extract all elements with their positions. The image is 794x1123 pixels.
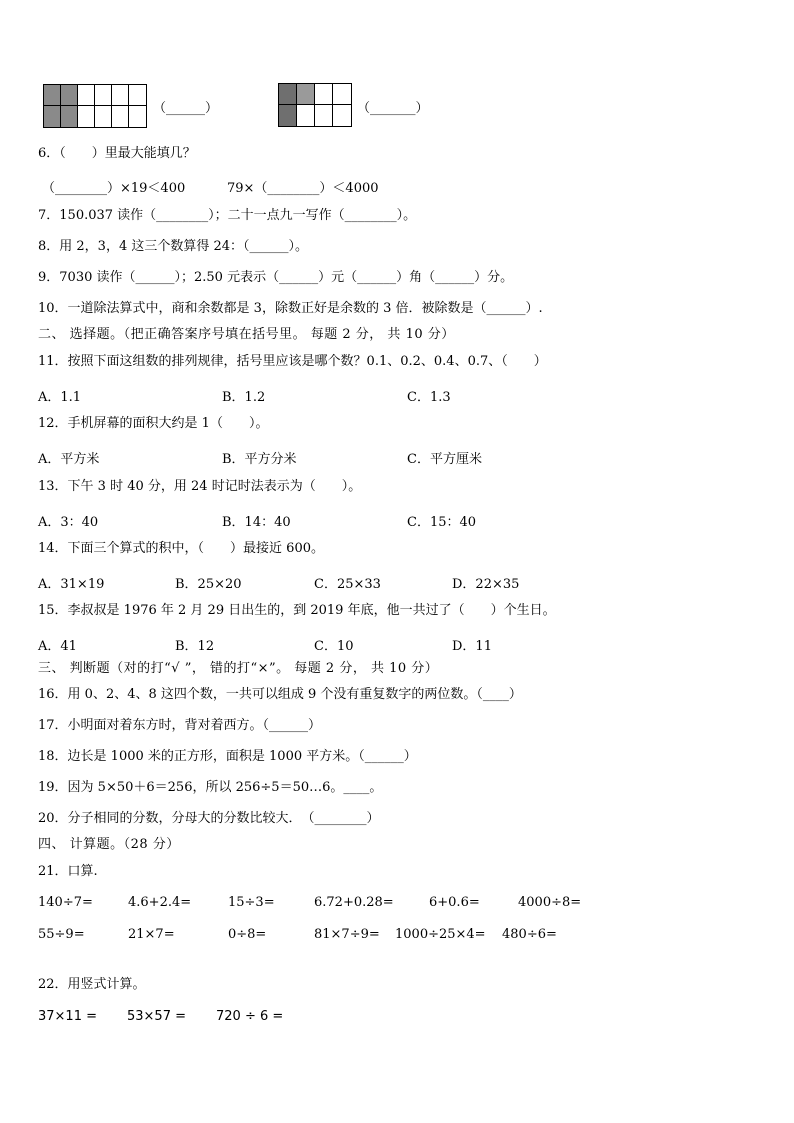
fraction-grid-1: [43, 84, 147, 128]
question-20: 20．分子相同的分数，分母大的分数比较大． （________）: [38, 811, 380, 826]
oral-calc-item: 81×7÷9=: [314, 927, 380, 942]
question-17: 17．小明面对着东方时，背对着西方。（______）: [38, 718, 322, 733]
section-3-heading: 三、 判断题（对的打“√ ”， 错的打“×”。 每题 2 分， 共 10 分）: [38, 661, 439, 676]
q14-option-a[interactable]: A．31×19: [38, 577, 105, 592]
grid-blank-1[interactable]: （______）: [153, 101, 219, 116]
oral-calc-item: 15÷3=: [228, 895, 275, 910]
oral-calc-item: 6.72+0.28=: [314, 895, 394, 910]
question-6-blank-b[interactable]: 79×（________）＜4000: [227, 181, 379, 196]
q15-option-c[interactable]: C．10: [314, 639, 354, 654]
fraction-grid-2: [278, 83, 352, 127]
q13-option-c[interactable]: C．15：40: [407, 515, 477, 530]
q15-option-d[interactable]: D．11: [452, 639, 492, 654]
oral-calc-item: 6+0.6=: [429, 895, 480, 910]
vertical-calc-item: 720 ÷ 6 =: [216, 1009, 284, 1024]
section-2-heading: 二、 选择题。（把正确答案序号填在括号里。 每题 2 分， 共 10 分）: [38, 327, 455, 342]
q11-option-c[interactable]: C．1.3: [407, 390, 451, 405]
q14-option-d[interactable]: D．22×35: [452, 577, 520, 592]
q15-option-b[interactable]: B．12: [175, 639, 215, 654]
oral-calc-item: 480÷6=: [502, 927, 557, 942]
question-6-blank-a[interactable]: （________）×19＜400: [42, 181, 186, 196]
question-14: 14．下面三个算式的积中，（ ）最接近 600。: [38, 541, 324, 556]
oral-calc-item: 21×7=: [128, 927, 175, 942]
q11-option-a[interactable]: A．1.1: [38, 390, 82, 405]
question-16: 16．用 0、2、4、8 这四个数，一共可以组成 9 个没有重复数字的两位数。（____）: [38, 687, 522, 702]
question-12: 12．手机屏幕的面积大约是 1（ ）。: [38, 416, 269, 431]
q13-option-b[interactable]: B．14：40: [222, 515, 291, 530]
question-10: 10．一道除法算式中，商和余数都是 3，除数正好是余数的 3 倍．被除数是（______）.: [38, 301, 543, 316]
section-4-heading: 四、 计算题。（28 分）: [38, 837, 180, 852]
oral-calc-item: 140÷7=: [38, 895, 93, 910]
vertical-calc-item: 53×57 =: [127, 1009, 187, 1024]
oral-calc-item: 4000÷8=: [518, 895, 582, 910]
question-18: 18．边长是 1000 米的正方形，面积是 1000 平方米。（______）: [38, 749, 417, 764]
oral-calc-item: 55÷9=: [38, 927, 85, 942]
vertical-calc-item: 37×11 =: [38, 1009, 98, 1024]
question-7: 7．150.037 读作（________）；二十一点九一写作（________）。: [38, 208, 417, 223]
question-9: 9．7030 读作（______）；2.50 元表示（______）元（______）角（______）分。: [38, 270, 514, 285]
question-21: 21．口算.: [38, 864, 98, 879]
oral-calc-item: 4.6+2.4=: [128, 895, 192, 910]
question-6: 6．（ ）里最大能填几？: [38, 146, 196, 161]
question-11: 11．按照下面这组数的排列规律，括号里应该是哪个数？0.1、0.2、0.4、0.7、（ ）: [38, 354, 547, 369]
q14-option-c[interactable]: C．25×33: [314, 577, 381, 592]
q13-option-a[interactable]: A．3：40: [38, 515, 99, 530]
q12-option-a[interactable]: A．平方米: [38, 452, 100, 467]
q12-option-c[interactable]: C．平方厘米: [407, 452, 482, 467]
q15-option-a[interactable]: A．41: [38, 639, 77, 654]
question-8: 8．用 2，3，4 这三个数算得 24：（______）。: [38, 239, 309, 254]
grid-blank-2[interactable]: （_______）: [357, 101, 429, 116]
question-19: 19．因为 5×50＋6＝256，所以 256÷5＝50…6。____。: [38, 780, 383, 795]
oral-calc-item: 0÷8=: [228, 927, 267, 942]
q12-option-b[interactable]: B．平方分米: [222, 452, 297, 467]
q11-option-b[interactable]: B．1.2: [222, 390, 266, 405]
question-13: 13．下午 3 时 40 分，用 24 时记时法表示为（ ）。: [38, 479, 362, 494]
question-15: 15．李叔叔是 1976 年 2 月 29 日出生的，到 2019 年底，他一共过了（ ）个生日。: [38, 603, 556, 618]
q14-option-b[interactable]: B．25×20: [175, 577, 242, 592]
question-22: 22．用竖式计算。: [38, 977, 146, 992]
oral-calc-item: 1000÷25×4=: [395, 927, 486, 942]
